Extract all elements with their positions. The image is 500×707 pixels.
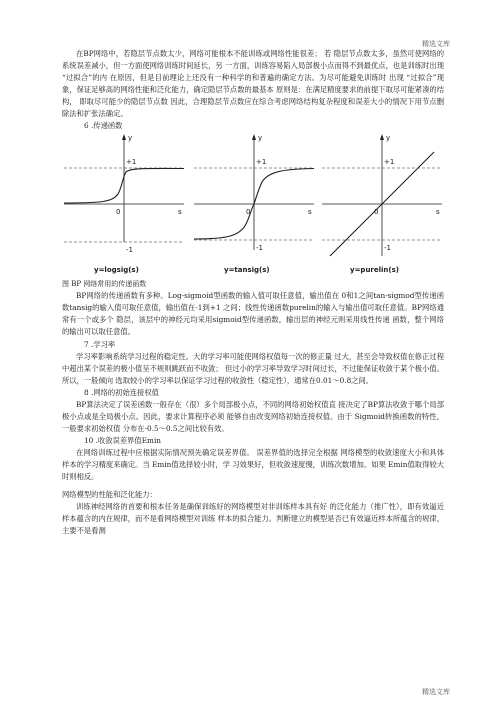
- paragraph-learning-rate: 学习率影响系统学习过程的稳定性。大的学习率可能使网络权值每一次的修正量 过大，甚至会导致权值在修正过程中超出某个误差的极小值呈不规则跳跃而不收敛； 但过小的学习率导致学习时间过长，不过能保证收敛于某个极小值。所以，一般倾向 选取较小的学习率以保证学习过程的收敛性（稳定性），通常在0.01～0.8之间。: [62, 351, 444, 385]
- tick-minus-one: -1: [256, 244, 263, 253]
- panel-title-purelin: y=purelin(s): [350, 266, 399, 275]
- x-label: s: [178, 208, 182, 217]
- paragraph-hidden-nodes: 在BP网络中，若隐层节点数太少，网络可能根本不能训练或网络性能很差； 若 隐层节点数太多，虽然可使网络的系统误差减小，但一方面使网络训练时间延长，另 一方面，训练容易陷入局部极小点而得不到最优点，也是训练时出现 “过拟合”的内 在原因，但是目前理论上还没有一种科学的和普遍的确定方法。为尽可能避免训练时 出现 “过拟合”现象，保证足够高的网络性能和泛化能力，确定隐层节点数的最基本 原则是：在满足精度要求的前提下取尽可能紧凑的结构， 即取尽可能少的隐层节点数 因此，合理隐层节点数应在综合考虑网络结构复杂程度和误差大小的情况下用节点删 除法和扩张法确定。: [62, 49, 444, 119]
- page-header: 精选文库: [422, 40, 450, 48]
- tick-plus-one: +1: [256, 158, 267, 167]
- figure-caption: 图 BP 网络常用的传递函数: [62, 280, 147, 289]
- panel-title-tansig: y=tansig(s): [224, 266, 270, 275]
- paragraph-error-bound: 在网络训练过程中应根据实际情况预先确定误差界值。 误差界值的选择完全根据 网络模型的收敛速度大小和具体样本的学习精度来确定。当 Emin值选择较小时，学 习效果好，但收敛速度慢，训练次数增加。如果 Emin值取得较大时则相反。: [62, 447, 444, 482]
- paragraph-initial-weights: BP算法决定了误差函数一般存在（很）多个局部极小点，不同的网络初始权值直 接决定了BP算法收敛于哪个局部极小点或是全局极小点。因此，要求计算程序必须 能够自由改变网络初始连接权值。由于 Sigmoid转换函数的特性，一般要求初始权值 分布在-0.5～0.5之间比较有效。: [62, 399, 444, 433]
- tick-minus-one: -1: [384, 244, 391, 253]
- section-transfer-function: 6 .传递函数: [84, 121, 123, 131]
- tick-minus-one: -1: [126, 246, 133, 255]
- y-label: y: [258, 134, 263, 143]
- x-label: s: [436, 208, 440, 217]
- origin-label: 0: [374, 208, 379, 217]
- section-error-bound: 10 .收敛误差界值Emin: [84, 435, 161, 445]
- page-footer: 精选文库: [422, 688, 450, 696]
- panel-tansig: [194, 134, 314, 274]
- tick-plus-one: +1: [384, 158, 395, 167]
- transfer-function-plots: [62, 132, 444, 278]
- panel-title-logsig: y=logsig(s): [94, 266, 139, 275]
- y-label: y: [386, 134, 391, 143]
- y-label: y: [128, 134, 133, 143]
- panel-purelin: [322, 134, 442, 274]
- document-body: [62, 48, 444, 537]
- paragraph-generalization: 训练神经网络的首要和根本任务是确保训练好的网络模型对非训练样本具有好 的泛化能力（推广性），即有效逼近样本蕴含的内在规律，而不是看网络模型对训练 样本的拟合能力。判断建立的模型是否已有效逼近样本所蕴含的规律，主要不是看测: [62, 502, 444, 536]
- section-learning-rate: 7 .学习率: [84, 339, 116, 349]
- section-initial-weights: 8 .网络的初始连接权值: [84, 387, 159, 397]
- section-generalization: 网络模型的性能和泛化能力：: [62, 490, 157, 500]
- origin-label: 0: [246, 208, 251, 217]
- transfer-function-figure: [62, 132, 444, 290]
- x-label: s: [308, 208, 312, 217]
- panel-logsig: [64, 134, 184, 274]
- origin-label: 0: [116, 208, 121, 217]
- tick-plus-one: +1: [126, 158, 137, 167]
- paragraph-transfer-functions: BP网络的传递函数有多种。Log-sigmoid型函数的输入值可取任意值，输出值在 0和1之间tan-sigmod型传递函数tansig的输入值可取任意值，输出值在-1到+1 之间；线性传递函数purelin的输入与输出值可取任意值。BP网络通常有一个或多个 隐层，该层中的神经元均采用sigmoid型传递函数，输出层的神经元则采用线性传递 函数，整个网络的输出可以取任意值。: [62, 291, 444, 337]
